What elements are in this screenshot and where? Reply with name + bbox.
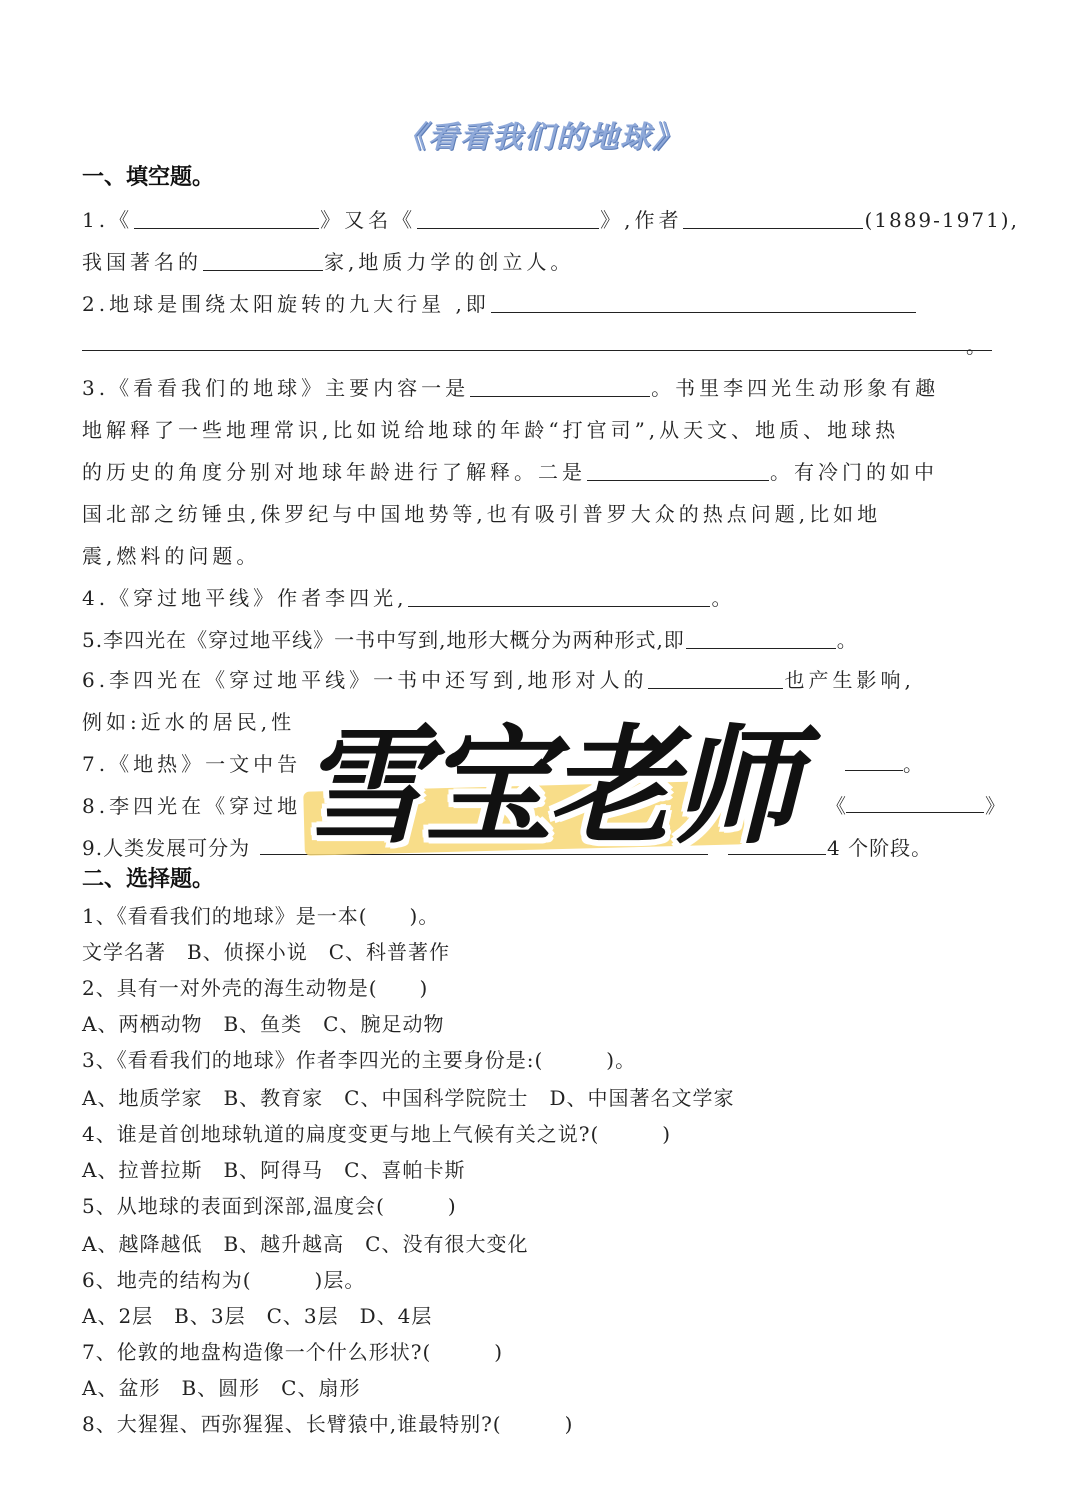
choice-options-6: A、2层 B、3层 C、3层 D、4层 xyxy=(82,1304,433,1328)
question-8: 8.李四光在《穿过地 xyxy=(82,794,302,818)
question-6-line-2: 例如:近水的居民,性 xyxy=(82,710,296,734)
question-3-line-5: 震,燃料的问题。 xyxy=(82,544,261,568)
choice-question-4: 4、谁是首创地球轨道的扁度变更与地上气候有关之说?( ) xyxy=(82,1122,672,1146)
answer-blank[interactable] xyxy=(686,628,836,649)
choice-options-2: A、两栖动物 B、鱼类 C、腕足动物 xyxy=(82,1012,445,1036)
choice-question-8: 8、大猩猩、西弥猩猩、长臂猿中,谁最特别?( ) xyxy=(82,1412,574,1436)
answer-blank[interactable] xyxy=(408,586,710,607)
answer-blank[interactable] xyxy=(203,250,323,271)
page-title: 《看看我们的地球》 xyxy=(396,120,684,155)
watermark-text: 雪宝老师 xyxy=(300,713,797,862)
choice-options-3: A、地质学家 B、教育家 C、中国科学院院士 D、中国著名文学家 xyxy=(82,1086,735,1110)
question-3-line-2: 地解释了一些地理常识,比如说给地球的年龄“打官司”,从天文、地质、地球热 xyxy=(82,418,900,442)
answer-blank[interactable] xyxy=(683,208,863,229)
answer-blank[interactable] xyxy=(134,208,319,229)
question-4: 4.《穿过地平线》作者李四光, 。 xyxy=(82,586,736,610)
choice-options-7: A、盆形 B、圆形 C、扇形 xyxy=(82,1376,361,1400)
question-7: 7.《地热》一文中告 xyxy=(82,752,302,776)
section-fill-in-heading: 一、填空题。 xyxy=(82,165,215,190)
question-6-line-1: 6.李四光在《穿过地平线》一书中还写到,地形对人的 也产生影响, xyxy=(82,668,915,692)
question-9-end: 4 个阶段。 xyxy=(827,836,933,860)
question-5: 5.李四光在《穿过地平线》一书中写到,地形大概分为两种形式,即 。 xyxy=(82,628,858,652)
question-2-line-1: 2.地球是围绕太阳旋转的九大行星 ,即 xyxy=(82,288,917,317)
question-3-line-4: 国北部之纺锤虫,侏罗纪与中国地势等,也有吸引普罗大众的热点问题,比如地 xyxy=(82,502,882,526)
choice-options-1: 文学名著 B、侦探小说 C、科普著作 xyxy=(82,940,450,964)
watermark xyxy=(300,690,860,862)
choice-question-1: 1、《看看我们的地球》是一本( )。 xyxy=(82,904,440,928)
answer-blank[interactable] xyxy=(587,460,769,481)
question-8-close-mark: 》 xyxy=(985,794,1005,818)
choice-options-4: A、拉普拉斯 B、阿得马 C、喜帕卡斯 xyxy=(82,1158,466,1182)
choice-question-5: 5、从地球的表面到深部,温度会( ) xyxy=(82,1194,457,1218)
question-7-end-mark: 。 xyxy=(903,752,923,776)
question-2-end-mark: 。 xyxy=(966,334,986,358)
question-1-line-1: 1.《 》又名《 》,作者 (1889-1971), xyxy=(82,208,1019,232)
choice-question-2: 2、具有一对外壳的海生动物是( ) xyxy=(82,976,429,1000)
answer-line[interactable] xyxy=(82,350,992,351)
question-8-open-mark: 《 xyxy=(826,794,846,818)
answer-blank[interactable] xyxy=(417,208,599,229)
choice-question-3: 3、《看看我们的地球》作者李四光的主要身份是:( )。 xyxy=(82,1048,637,1072)
question-3-line-3: 的历史的角度分别对地球年龄进行了解释。二是 。有冷门的如中 xyxy=(82,460,938,484)
choice-question-6: 6、地壳的结构为( )层。 xyxy=(82,1268,366,1292)
answer-blank[interactable] xyxy=(470,376,650,397)
choice-options-5: A、越降越低 B、越升越高 C、没有很大变化 xyxy=(82,1232,529,1256)
choice-question-7: 7、伦敦的地盘构造像一个什么形状?( ) xyxy=(82,1340,504,1364)
question-9: 9.人类发展可分为 xyxy=(82,836,251,860)
answer-blank[interactable] xyxy=(491,292,916,313)
question-1-line-2: 我国著名的 家,地质力学的创立人。 xyxy=(82,250,575,274)
section-choice-heading: 二、选择题。 xyxy=(82,867,215,892)
question-3-line-1: 3.《看看我们的地球》主要内容一是 。书里李四光生动形象有趣 xyxy=(82,376,940,400)
answer-line[interactable] xyxy=(846,812,984,813)
